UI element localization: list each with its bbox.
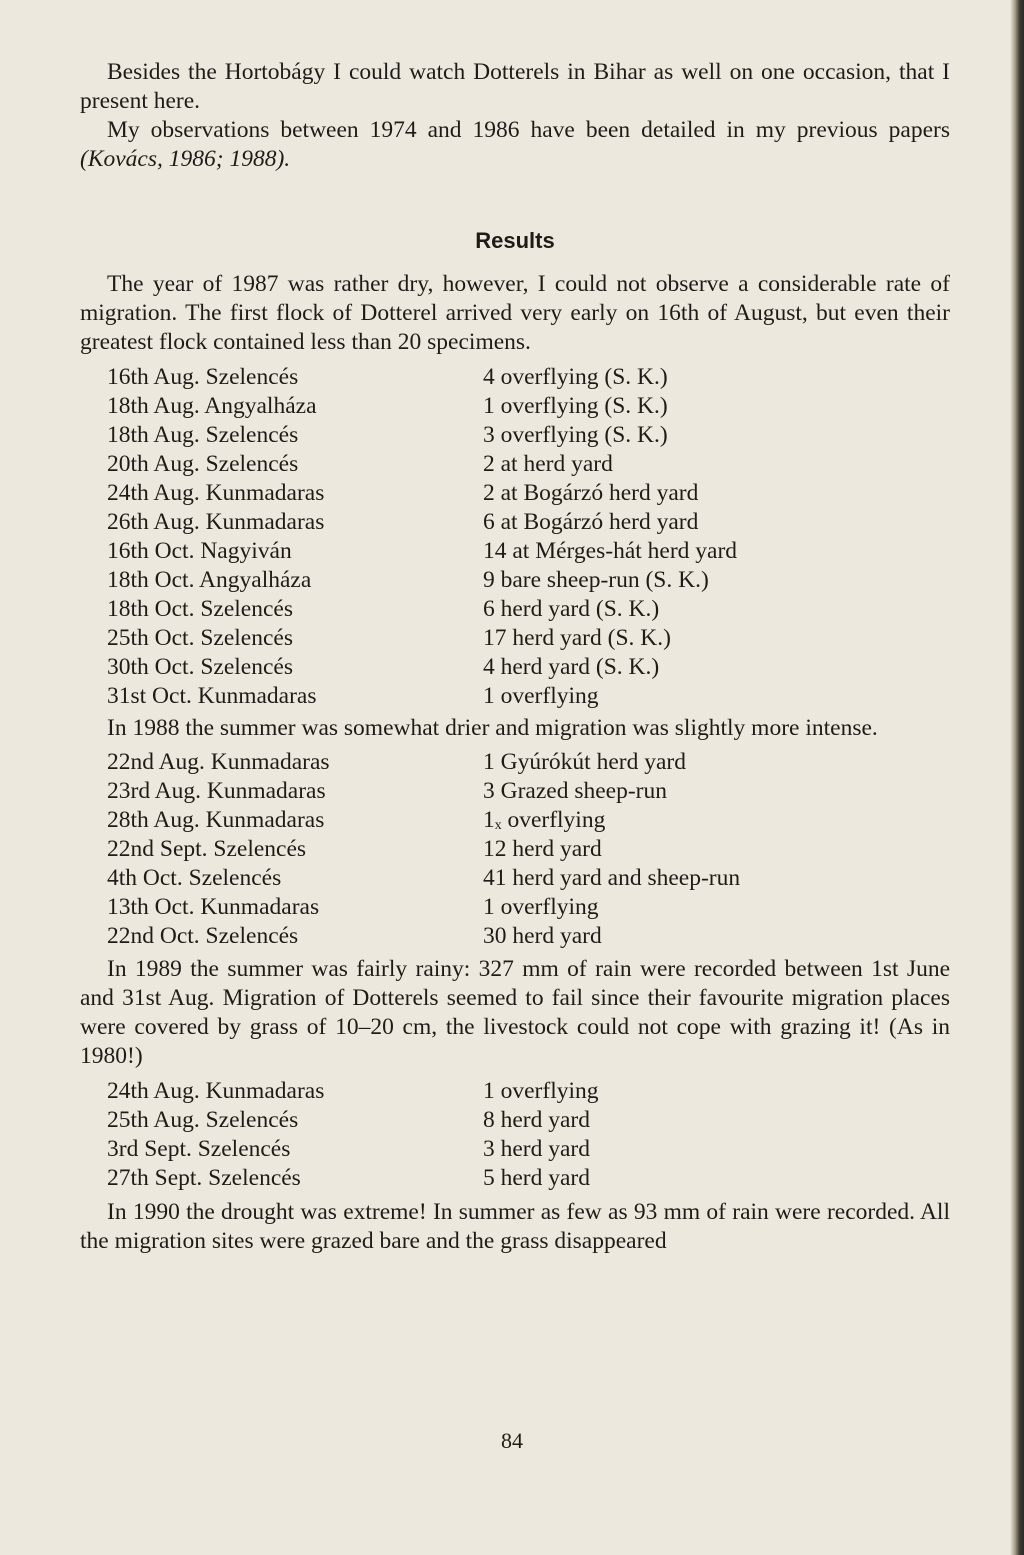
observation-date-place: 4th Oct. Szelencés	[107, 865, 282, 891]
observation-row	[80, 893, 950, 922]
observation-date-place: 22nd Sept. Szelencés	[107, 836, 307, 862]
observation-row	[80, 1164, 950, 1193]
observation-count-note: 5 herd yard	[483, 1165, 591, 1191]
observation-date-place: 31st Oct. Kunmadaras	[107, 683, 317, 709]
paragraph-1988: In 1988 the summer was somewhat drier and migration was slightly more intense.	[107, 715, 878, 741]
observation-date-place: 23rd Aug. Kunmadaras	[107, 778, 326, 804]
intro-paragraph-previous-papers	[80, 116, 950, 174]
observation-count-note: 6 herd yard (S. K.)	[483, 596, 660, 622]
observation-count-note: 3 Grazed sheep-run	[483, 778, 667, 804]
observation-row	[80, 479, 950, 508]
observation-row	[80, 1106, 950, 1135]
observation-row	[80, 806, 950, 835]
paragraph-1990: In 1990 the drought was extreme! In summer as few as 93 mm of rain were recorded. All the migration sites were grazed bare and the grass disappeared	[80, 1199, 950, 1254]
observation-count-note: 4 overflying (S. K.)	[483, 364, 668, 390]
observation-row	[80, 508, 950, 537]
observation-date-place: 24th Aug. Kunmadaras	[107, 480, 325, 506]
observation-table-1989	[80, 1077, 950, 1193]
observation-date-place: 16th Aug. Szelencés	[107, 364, 299, 390]
observation-count-note: 41 herd yard and sheep-run	[483, 865, 741, 891]
observation-count-note: 1 overflying (S. K.)	[483, 393, 668, 419]
observation-count-note: 1 overflying	[483, 894, 599, 920]
paragraph-1987: The year of 1987 was rather dry, however, I could not observe a considerable rate of migration. The first flock of Dotterel arrived very early on 16th of August, but even their greatest flock contained less than 20 specimens.	[80, 271, 950, 355]
observation-table-1987	[80, 363, 950, 711]
observation-count-note: 17 herd yard (S. K.)	[483, 625, 671, 651]
observation-count-note: 1 overflying	[483, 1078, 599, 1104]
observation-row	[80, 777, 950, 806]
observation-count-note: 1 overflying	[483, 683, 599, 709]
observation-row	[80, 1077, 950, 1106]
previous-papers-text: My observations between 1974 and 1986 have been detailed in my previous papers	[107, 117, 950, 143]
observation-row	[80, 624, 950, 653]
observation-table-1988	[80, 748, 950, 951]
observation-date-place: 18th Aug. Szelencés	[107, 422, 299, 448]
results-heading: Results	[475, 228, 555, 253]
observation-row	[80, 421, 950, 450]
observation-row	[80, 450, 950, 479]
observation-count-note: 3 overflying (S. K.)	[483, 422, 668, 448]
observation-row	[80, 922, 950, 951]
observation-row	[80, 653, 950, 682]
observation-date-place: 18th Aug. Angyalháza	[107, 393, 317, 419]
observation-date-place: 27th Sept. Szelencés	[107, 1165, 301, 1191]
observation-date-place: 18th Oct. Szelencés	[107, 596, 293, 622]
observation-date-place: 24th Aug. Kunmadaras	[107, 1078, 325, 1104]
observation-count-note: 1ₓ overflying	[483, 807, 606, 833]
citation: (Kovács, 1986; 1988).	[80, 146, 291, 172]
observation-count-note: 4 herd yard (S. K.)	[483, 654, 660, 680]
observation-date-place: 25th Aug. Szelencés	[107, 1107, 299, 1133]
observation-row	[80, 835, 950, 864]
observation-row	[80, 682, 950, 711]
intro-paragraph-bihar: Besides the Hortobágy I could watch Dotterels in Bihar as well on one occasion, that I present here.	[80, 59, 950, 114]
observation-row	[80, 595, 950, 624]
observation-date-place: 3rd Sept. Szelencés	[107, 1136, 291, 1162]
observation-date-place: 30th Oct. Szelencés	[107, 654, 293, 680]
observation-date-place: 26th Aug. Kunmadaras	[107, 509, 325, 535]
observation-count-note: 6 at Bogárzó herd yard	[483, 509, 699, 535]
page-number: 84	[501, 1428, 523, 1453]
observation-date-place: 22nd Oct. Szelencés	[107, 923, 299, 949]
observation-count-note: 12 herd yard	[483, 836, 602, 862]
observation-count-note: 30 herd yard	[483, 923, 602, 949]
observation-date-place: 16th Oct. Nagyiván	[107, 538, 292, 564]
observation-count-note: 9 bare sheep-run (S. K.)	[483, 567, 709, 593]
observation-count-note: 8 herd yard	[483, 1107, 591, 1133]
observation-date-place: 18th Oct. Angyalháza	[107, 567, 312, 593]
observation-date-place: 22nd Aug. Kunmadaras	[107, 749, 330, 775]
observation-count-note: 1 Gyúrókút herd yard	[483, 749, 686, 775]
observation-row	[80, 1135, 950, 1164]
observation-date-place: 13th Oct. Kunmadaras	[107, 894, 320, 920]
observation-count-note: 2 at Bogárzó herd yard	[483, 480, 699, 506]
observation-count-note: 2 at herd yard	[483, 451, 613, 477]
observation-row	[80, 566, 950, 595]
page-edge-shadow	[1010, 0, 1024, 1555]
observation-row	[80, 392, 950, 421]
observation-date-place: 25th Oct. Szelencés	[107, 625, 293, 651]
observation-date-place: 28th Aug. Kunmadaras	[107, 807, 325, 833]
observation-date-place: 20th Aug. Szelencés	[107, 451, 299, 477]
observation-row	[80, 748, 950, 777]
observation-count-note: 3 herd yard	[483, 1136, 591, 1162]
observation-count-note: 14 at Mérges-hát herd yard	[483, 538, 738, 564]
paragraph-1989: In 1989 the summer was fairly rainy: 327 mm of rain were recorded between 1st June and 31st Aug. Migration of Dotterels seemed to fail since their favourite migration places were covered by grass of 10–20 cm, the livestock could not cope with grazing it! (As in 1980!)	[80, 956, 950, 1069]
observation-row	[80, 864, 950, 893]
observation-row	[80, 537, 950, 566]
document-page	[80, 58, 950, 1256]
observation-row	[80, 363, 950, 392]
